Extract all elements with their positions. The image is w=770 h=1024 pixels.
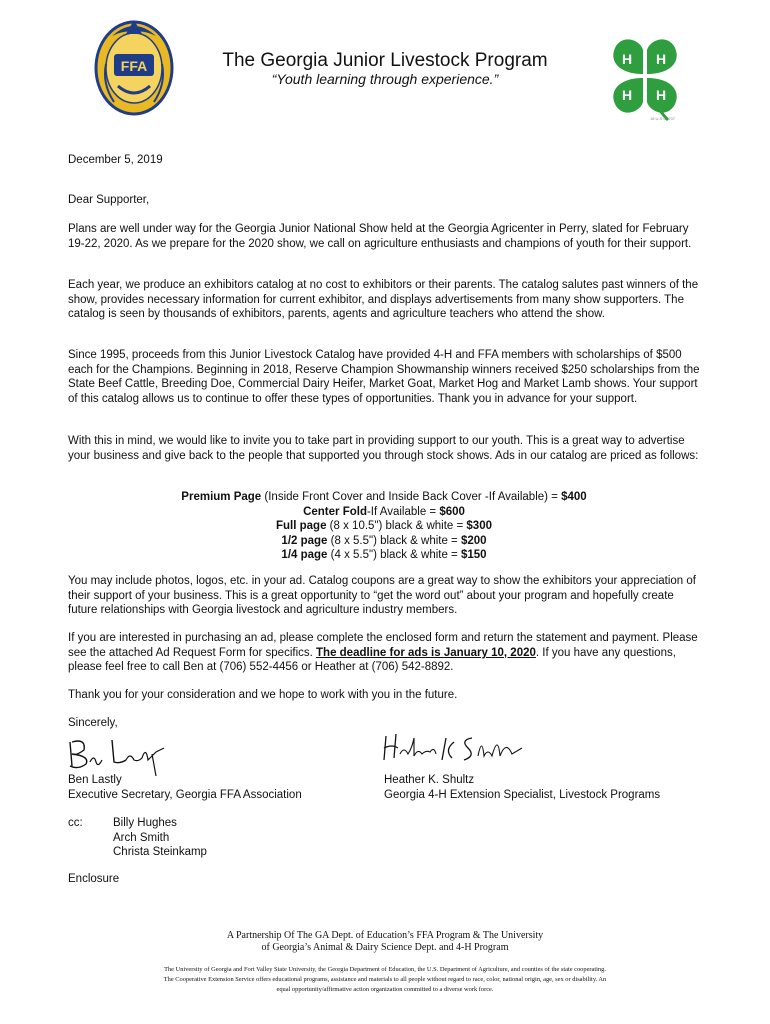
signature-heather-shultz [380, 726, 530, 772]
svg-text:H: H [622, 51, 633, 67]
paragraph-1: Plans are well under way for the Georgia Junior National Show held at the Georgia Agricenter in Perry, slated for February 19-22, 2020. As we prepare for the 2020 show, we call on agriculture enthusiasts and champions of youth for their support. [68, 223, 692, 250]
cc-label: cc: [68, 817, 83, 829]
enclosure: Enclosure [68, 873, 120, 885]
paragraph-2: Each year, we produce an exhibitors catalog at no cost to exhibitors or their parents. The catalog salutes past winners of the show, provides necessary information for current exhibitor, and displays advertisements from many show supporters. The catalog is seen by thousands of exhibitors, parents, agents and agriculture teachers who attend the show. [68, 279, 699, 321]
pricing-item: Premium Page (Inside Front Cover and Inside Back Cover -If Available) = $400 [181, 491, 587, 503]
svg-text:H: H [622, 87, 633, 103]
cc-name: Billy Hughes [113, 817, 177, 829]
signature-ben-lastly [66, 732, 176, 778]
svg-text:H: H [656, 51, 667, 67]
deadline-text: The deadline for ads is January 10, 2020 [316, 646, 536, 659]
footer-line-2: of Georgia’s Animal & Dairy Science Dept. and 4-H Program [261, 942, 509, 953]
signer-title-left: Executive Secretary, Georgia FFA Association [68, 789, 302, 801]
paragraph-4: With this in mind, we would like to invite you to take part in providing support to our youth. This is a great way to advertise your business and give back to the people that supported you through stock shows. Ads in our catalog are priced as follows: [68, 435, 699, 462]
signer-name-right: Heather K. Shultz [384, 774, 475, 786]
pricing-item: 1/2 page (8 x 5.5") black & white = $200 [281, 534, 487, 547]
fourh-mark: 18 U.S.C. 707 [650, 116, 676, 121]
footer-fine-2: The Cooperative Extension Service offers educational programs, assistance and materials to all people without regard to race, color, national origin, age, sex or disability. An [163, 976, 607, 983]
paragraph-5: You may include photos, logos, etc. in your ad. Catalog coupons are a great way to show the exhibitors your appreciation of their support of your business. This is a great opportunity to “get the word out” about your program and hopefully create future relationships with Georgia livestock and agriculture industry members. [68, 575, 696, 617]
signer-name-left: Ben Lastly [68, 774, 122, 786]
footer-line-1: A Partnership Of The GA Dept. of Education’s FFA Program & The University [226, 930, 544, 941]
closing: Sincerely, [68, 717, 118, 729]
four-leaf-clover-icon [598, 30, 692, 124]
motto: “Youth learning through experience.” [271, 71, 499, 87]
cc-name: Christa Steinkamp [113, 846, 207, 859]
cc-name: Arch Smith [113, 831, 170, 844]
pricing-list [68, 490, 700, 563]
page-title: The Georgia Junior Livestock Program [222, 50, 548, 71]
letter-date: December 5, 2019 [68, 154, 163, 166]
footer-fine-3: equal opportunity/affirmative action organization committed to a diverse work force. [276, 986, 494, 993]
paragraph-7: Thank you for your consideration and we hope to work with you in the future. [68, 689, 458, 701]
salutation: Dear Supporter, [68, 194, 150, 206]
ffa-emblem-word: FFA [120, 58, 148, 74]
paragraph-6: If you are interested in purchasing an ad, please complete the enclosed form and return the statement and payment. Please see the attached Ad Request Form for specifics. The deadline for ads is January 10, 2020. If you have any questions, please feel free to call Ben at (706) 552-4456 or Heather at (706) 542-8892. [68, 632, 698, 674]
footer-fine-1: The University of Georgia and Fort Valley State University, the Georgia Department of Education, the U.S. Department of Agriculture, and counties of the state cooperating. [164, 966, 606, 973]
svg-text:H: H [656, 87, 667, 103]
pricing-item: Center Fold-If Available = $600 [303, 505, 465, 518]
pricing-item: Full page (8 x 10.5") black & white = $300 [276, 520, 492, 533]
pricing-item: 1/4 page (4 x 5.5") black & white = $150 [281, 549, 487, 562]
paragraph-3: Since 1995, proceeds from this Junior Livestock Catalog have provided 4-H and FFA members with scholarships of $500 each for the Champions. Beginning in 2018, Reserve Champion Showmanship winners received $250 scholarships from the State Beef Cattle, Breeding Doe, Commercial Dairy Heifer, Market Goat, Market Hog and Market Lamb shows. Your support of this catalog allows us to continue to offer these types of opportunities. Thank you in advance for your support. [68, 349, 700, 405]
cc-list [113, 816, 207, 860]
signer-title-right: Georgia 4-H Extension Specialist, Livestock Programs [384, 789, 661, 801]
